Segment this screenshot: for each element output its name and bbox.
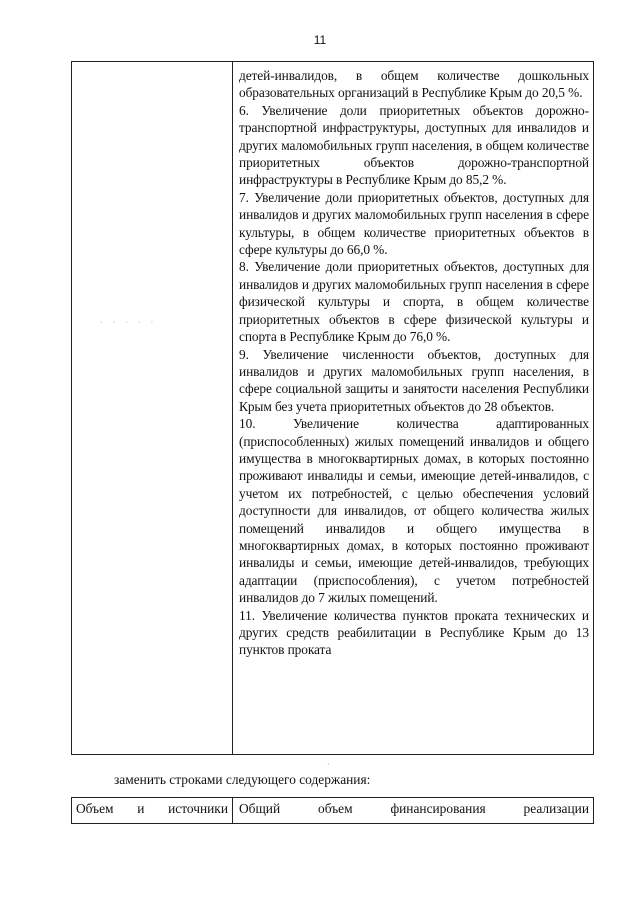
right-word: Общий xyxy=(239,801,281,816)
right-word: объем xyxy=(318,801,353,816)
paragraph-item-11: 11. Увеличение количества пунктов проката технических и других средств реабилитации в Республике Крым до 13 пунктов проката xyxy=(239,607,589,658)
replacement-left-cell xyxy=(72,798,233,823)
paragraph-item-6: 6. Увеличение доли приоритетных объектов дорожно-транспортной инфраструктуры, доступных для инвалидов и других маломобильных групп населения, в общем количестве приоритетных объектов дорожно-транспортной инфраструктуры в Республике Крым до 85,2 %. xyxy=(239,102,589,188)
right-word: финансирования xyxy=(390,801,486,816)
replacement-right-cell xyxy=(233,798,593,823)
right-word: реализации xyxy=(523,801,589,816)
indicators-table xyxy=(71,61,594,755)
scan-speck: · xyxy=(327,760,330,769)
paragraph-item-7: 7. Увеличение доли приоритетных объектов, доступных для инвалидов и других маломобильных групп населения в сфере культуры, в общем количестве приоритетных объектов в сфере культуры до 66,0 %. xyxy=(239,189,589,258)
scan-speckles: · · · · · xyxy=(100,318,158,327)
left-word: Объем xyxy=(76,801,114,816)
page-number: 11 xyxy=(313,33,327,47)
paragraph-item-8: 8. Увеличение доли приоритетных объектов, доступных для инвалидов и других маломобильных групп населения в сфере физической культуры и спорта, в общем количестве приоритетных объектов в сфере физической культуры и спорта в Республике Крым до 76,0 %. xyxy=(239,259,589,345)
paragraph-item-9: 9. Увеличение численности объектов, доступных для инвалидов и других маломобильных групп населения, в сфере социальной защиты и занятости населения Республики Крым без учета приоритетных объектов до 28 объектов. xyxy=(239,346,589,414)
left-word: источники xyxy=(168,801,228,816)
replacement-table xyxy=(71,797,594,824)
left-word: и xyxy=(137,801,145,816)
paragraph-continuation: детей-инвалидов, в общем количестве дошкольных образовательных организаций в Республике Крым до 20,5 %. xyxy=(239,68,589,101)
table-right-column xyxy=(233,62,593,754)
paragraph-item-10: 10. Увеличение количества адаптированных (приспособленных) жилых помещений инвалидов и общего имущества в многоквартирных домах, в которых постоянно проживают инвалиды и семьи, имеющие детей-инвалидов, с учетом их потребностей, с целью обеспечения условий доступности для инвалидов, от общего количества жилых помещений инвалидов и общего имущества в многоквартирных домах, в которых постоянно проживают инвалиды и семьи, имеющие детей-инвалидов, требующих адаптации (приспособления), с учетом потребностей инвалидов до 7 жилых помещений. xyxy=(239,416,589,606)
replace-instruction: заменить строками следующего содержания: xyxy=(114,772,371,787)
table-left-column xyxy=(72,62,233,754)
